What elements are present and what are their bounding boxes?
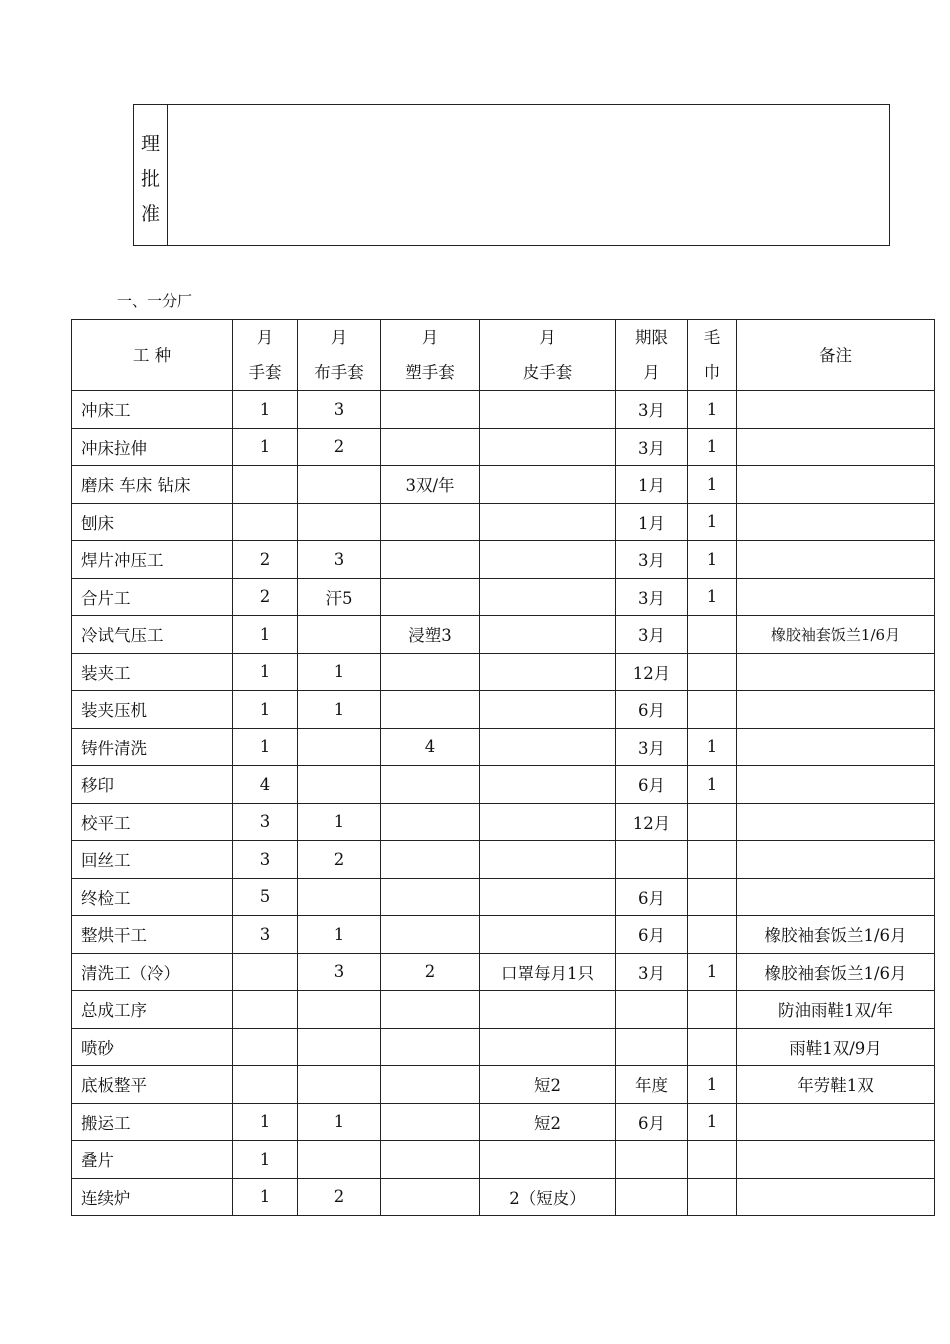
table-cell [381, 691, 480, 729]
table-cell: 6月 [616, 766, 688, 804]
table-cell [737, 503, 935, 541]
job-type-cell: 刨床 [72, 503, 233, 541]
table-cell [480, 878, 616, 916]
table-cell: 橡胶袖套饭兰1/6月 [737, 616, 935, 654]
table-cell: 12月 [616, 803, 688, 841]
table-cell [616, 841, 688, 879]
table-cell [381, 803, 480, 841]
section-title: 一、一分厂 [117, 292, 193, 310]
table-row [72, 953, 935, 991]
table-cell: 口罩每月1只 [480, 953, 616, 991]
table-cell: 3 [233, 841, 298, 879]
header-line: 月 [421, 328, 439, 347]
table-cell [688, 916, 737, 954]
table-cell: 1 [688, 466, 737, 504]
table-cell: 4 [233, 766, 298, 804]
table-cell: 3 [298, 953, 381, 991]
table-cell [480, 391, 616, 429]
job-type-cell: 铸件清洗 [72, 728, 233, 766]
table-header-row [72, 320, 935, 391]
job-type-cell: 喷砂 [72, 1028, 233, 1066]
table-cell [616, 1178, 688, 1216]
table-cell: 1 [233, 428, 298, 466]
table-cell [480, 916, 616, 954]
job-type-cell: 冷试气压工 [72, 616, 233, 654]
job-type-cell: 移印 [72, 766, 233, 804]
job-type-cell: 冲床拉伸 [72, 428, 233, 466]
table-cell [233, 991, 298, 1029]
table-cell: 2 [381, 953, 480, 991]
table-cell [480, 503, 616, 541]
table-cell [737, 691, 935, 729]
table-cell: 2 [298, 1178, 381, 1216]
header-cell [72, 320, 233, 391]
table-cell [381, 1141, 480, 1179]
table-cell [381, 991, 480, 1029]
table-cell: 12月 [616, 653, 688, 691]
table-cell [737, 391, 935, 429]
table-row [72, 991, 935, 1029]
header-line: 巾 [703, 363, 721, 382]
table-cell: 3月 [616, 953, 688, 991]
job-type-cell: 磨床 车床 钻床 [72, 466, 233, 504]
table-cell [381, 1103, 480, 1141]
table-row [72, 466, 935, 504]
table-row [72, 803, 935, 841]
table-cell [298, 1066, 381, 1104]
table-cell [298, 503, 381, 541]
table-cell [616, 1028, 688, 1066]
table-row [72, 391, 935, 429]
table-cell: 3月 [616, 428, 688, 466]
table-cell: 1 [233, 391, 298, 429]
table-cell: 1月 [616, 466, 688, 504]
table-cell [298, 1141, 381, 1179]
table-cell: 浸塑3 [381, 616, 480, 654]
table-cell [233, 1028, 298, 1066]
table-cell: 1 [298, 653, 381, 691]
header-line: 月 [256, 328, 274, 347]
table-cell [298, 1028, 381, 1066]
table-cell: 1 [688, 1103, 737, 1141]
table-cell [616, 991, 688, 1029]
table-cell [480, 691, 616, 729]
table-cell [381, 541, 480, 579]
header-line: 布手套 [314, 363, 364, 382]
table-cell: 6月 [616, 691, 688, 729]
header-line: 手套 [248, 363, 282, 382]
table-cell [480, 1028, 616, 1066]
table-cell: 1 [298, 803, 381, 841]
table-cell [298, 466, 381, 504]
table-cell: 1 [233, 1103, 298, 1141]
table-cell: 1 [233, 653, 298, 691]
table-cell [688, 1178, 737, 1216]
table-cell: 1月 [616, 503, 688, 541]
table-cell: 4 [381, 728, 480, 766]
table-row [72, 878, 935, 916]
table-row [72, 541, 935, 579]
table-cell: 年劳鞋1双 [737, 1066, 935, 1104]
table-cell [737, 1178, 935, 1216]
table-cell [737, 878, 935, 916]
table-cell [480, 578, 616, 616]
table-row [72, 691, 935, 729]
table-cell [616, 1141, 688, 1179]
table-cell [381, 503, 480, 541]
table-cell: 1 [233, 1178, 298, 1216]
table-cell: 3 [233, 803, 298, 841]
table-cell [688, 1141, 737, 1179]
table-cell: 5 [233, 878, 298, 916]
table-cell [480, 466, 616, 504]
table-cell [737, 766, 935, 804]
table-cell: 2 [298, 428, 381, 466]
table-cell [480, 541, 616, 579]
table-row [72, 653, 935, 691]
job-type-cell: 装夹压机 [72, 691, 233, 729]
table-row [72, 728, 935, 766]
table-cell: 3双/年 [381, 466, 480, 504]
table-row [72, 1178, 935, 1216]
table-cell [480, 653, 616, 691]
table-cell [233, 503, 298, 541]
table-cell [480, 728, 616, 766]
table-cell [737, 1141, 935, 1179]
table-cell: 6月 [616, 1103, 688, 1141]
table-row [72, 1141, 935, 1179]
job-type-cell: 搬运工 [72, 1103, 233, 1141]
table-cell: 1 [688, 728, 737, 766]
table-cell [737, 578, 935, 616]
approval-content [168, 105, 889, 245]
header-cell [616, 320, 688, 391]
table-cell [737, 1103, 935, 1141]
table-cell: 1 [298, 691, 381, 729]
table-row [72, 428, 935, 466]
table-cell: 2 [233, 541, 298, 579]
header-line: 毛 [703, 328, 721, 347]
header-line: 月 [539, 328, 556, 347]
job-type-cell: 清洗工（冷） [72, 953, 233, 991]
table-cell [480, 428, 616, 466]
table-row [72, 1066, 935, 1104]
table-cell: 1 [233, 691, 298, 729]
table-cell: 1 [688, 578, 737, 616]
table-cell: 1 [688, 428, 737, 466]
table-cell: 1 [688, 766, 737, 804]
table-cell: 3月 [616, 391, 688, 429]
table-cell [688, 653, 737, 691]
table-cell [381, 766, 480, 804]
header-line: 月 [330, 328, 348, 347]
table-cell: 汗5 [298, 578, 381, 616]
table-cell [381, 1066, 480, 1104]
table-row [72, 841, 935, 879]
table-cell [688, 691, 737, 729]
table-cell: 1 [688, 541, 737, 579]
table-cell: 短2 [480, 1066, 616, 1104]
table-row [72, 503, 935, 541]
table-row [72, 766, 935, 804]
table-cell: 3 [298, 391, 381, 429]
approval-label-char: 准 [140, 203, 160, 225]
table-cell: 年度 [616, 1066, 688, 1104]
approval-label-char: 理 [140, 133, 160, 155]
approval-label [134, 105, 168, 245]
header-line: 期限 [635, 328, 668, 347]
table-row [72, 616, 935, 654]
table-cell [737, 728, 935, 766]
job-type-cell: 终检工 [72, 878, 233, 916]
table-cell: 1 [298, 1103, 381, 1141]
approval-label-char: 批 [140, 168, 160, 190]
header-cell [480, 320, 616, 391]
table-cell: 3月 [616, 616, 688, 654]
table-cell [298, 991, 381, 1029]
job-type-cell: 合片工 [72, 578, 233, 616]
table-cell: 6月 [616, 878, 688, 916]
table-row [72, 916, 935, 954]
header-line: 工 种 [132, 345, 172, 365]
job-type-cell: 叠片 [72, 1141, 233, 1179]
table-cell [737, 428, 935, 466]
table-cell: 2 [233, 578, 298, 616]
table-row [72, 1028, 935, 1066]
header-cell [298, 320, 381, 391]
table-cell [381, 391, 480, 429]
header-cell [381, 320, 480, 391]
table-cell: 1 [688, 391, 737, 429]
table-cell [381, 653, 480, 691]
table-cell [688, 803, 737, 841]
table-cell [737, 466, 935, 504]
table-cell: 2（短皮） [480, 1178, 616, 1216]
table-cell [233, 466, 298, 504]
table-cell: 短2 [480, 1103, 616, 1141]
table-cell: 6月 [616, 916, 688, 954]
header-cell [737, 320, 935, 391]
table-cell [233, 953, 298, 991]
table-cell: 1 [688, 503, 737, 541]
job-type-cell: 连续炉 [72, 1178, 233, 1216]
table-cell [688, 616, 737, 654]
job-type-cell: 回丝工 [72, 841, 233, 879]
table-cell [298, 766, 381, 804]
table-cell: 3 [233, 916, 298, 954]
table-row [72, 578, 935, 616]
table-cell [298, 878, 381, 916]
table-cell [480, 766, 616, 804]
job-type-cell: 校平工 [72, 803, 233, 841]
table-cell [480, 991, 616, 1029]
table-cell [480, 616, 616, 654]
job-type-cell: 装夹工 [72, 653, 233, 691]
job-type-cell: 整烘干工 [72, 916, 233, 954]
table-cell [737, 653, 935, 691]
table-cell: 1 [233, 728, 298, 766]
table-cell [737, 841, 935, 879]
table-cell: 3 [298, 541, 381, 579]
table-cell [688, 1028, 737, 1066]
table-body [72, 391, 935, 1216]
job-type-cell: 冲床工 [72, 391, 233, 429]
approval-box [133, 104, 890, 246]
table-cell [737, 541, 935, 579]
table-cell: 1 [688, 1066, 737, 1104]
table-cell [233, 1066, 298, 1104]
table-cell [688, 991, 737, 1029]
header-cell [688, 320, 737, 391]
table-cell [381, 1028, 480, 1066]
header-line: 备注 [819, 345, 852, 365]
header-line: 月 [643, 363, 660, 382]
table-cell [480, 841, 616, 879]
table-cell [298, 728, 381, 766]
table-cell: 3月 [616, 578, 688, 616]
table-cell [381, 428, 480, 466]
table-cell [298, 616, 381, 654]
table-cell: 3月 [616, 728, 688, 766]
table-cell [381, 916, 480, 954]
ppe-allocation-table [71, 319, 935, 1216]
table-cell [688, 878, 737, 916]
job-type-cell: 底板整平 [72, 1066, 233, 1104]
table-cell [480, 803, 616, 841]
table-cell [381, 878, 480, 916]
table-cell [480, 1141, 616, 1179]
table-cell: 1 [298, 916, 381, 954]
table-cell [737, 803, 935, 841]
job-type-cell: 总成工序 [72, 991, 233, 1029]
table-cell: 2 [298, 841, 381, 879]
table-cell: 防油雨鞋1双/年 [737, 991, 935, 1029]
table-cell: 1 [688, 953, 737, 991]
table-cell: 1 [233, 616, 298, 654]
job-type-cell: 焊片冲压工 [72, 541, 233, 579]
header-cell [233, 320, 298, 391]
table-cell: 3月 [616, 541, 688, 579]
table-row [72, 1103, 935, 1141]
table-cell [381, 841, 480, 879]
table-cell [688, 841, 737, 879]
header-line: 塑手套 [405, 363, 455, 382]
table-cell: 橡胶袖套饭兰1/6月 [737, 953, 935, 991]
table-cell [381, 578, 480, 616]
table-cell: 橡胶袖套饭兰1/6月 [737, 916, 935, 954]
table-cell: 雨鞋1双/9月 [737, 1028, 935, 1066]
header-line: 皮手套 [522, 363, 573, 382]
table-cell: 1 [233, 1141, 298, 1179]
table-cell [381, 1178, 480, 1216]
